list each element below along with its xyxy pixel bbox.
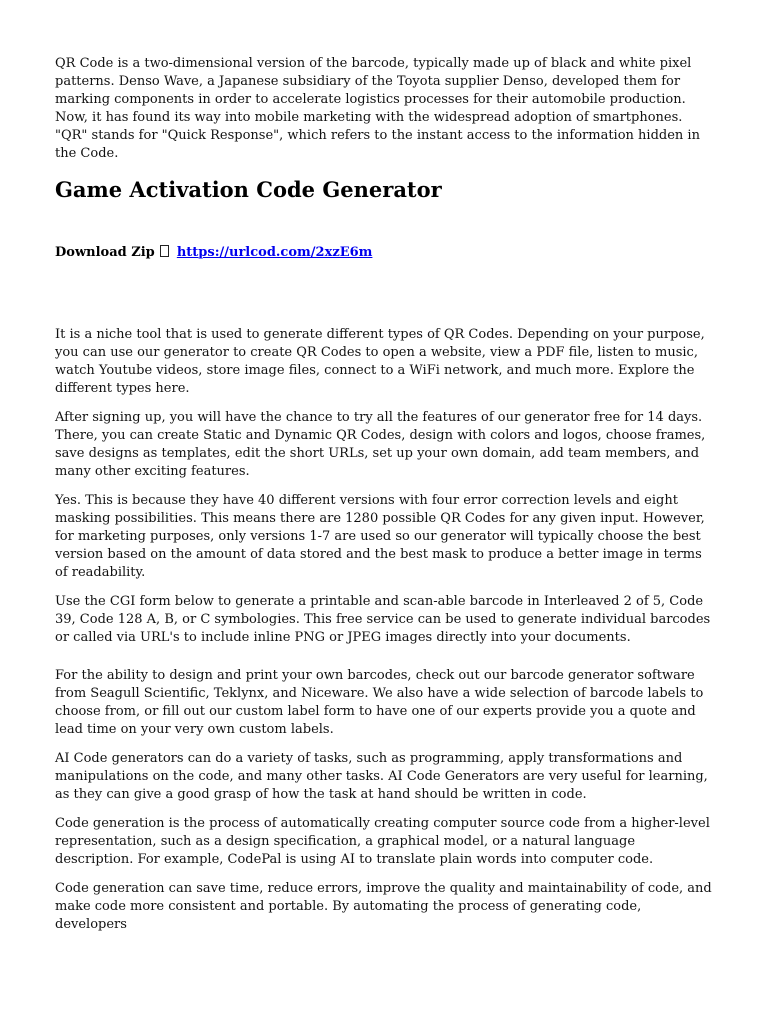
download-link[interactable]: https://urlcod.com/2xzE6m (176, 245, 373, 260)
page-title: Game Activation Code Generator (55, 177, 442, 202)
paragraph-code-generation: Code generation is the process of automatically creating computer source code from a higher-level representation, such as a design specification, a graphical model, or a natural language description. For example, CodePal is using AI to translate plain words into computer code. (55, 816, 710, 867)
download-line (55, 244, 715, 262)
document-body (55, 55, 715, 945)
paragraph-cgi-form: Use the CGI form below to generate a printable and scan-able barcode in Interleaved 2 of 5, Code 39, Code 128 A, B, or C symbologies. This free service can be used to generate individual barcodes or called via URL's to include inline PNG or JPEG images directly into your documents. (55, 594, 711, 645)
paragraph-qr-tool: It is a niche tool that is used to generate different types of QR Codes. Depending on your purpose, you can use our generator to create QR Codes to open a website, view a PDF file, listen to music, watch Youtube videos, store image files, connect to a WiFi network, and much more. Explore the different types here. (55, 327, 705, 396)
paragraph-versions: Yes. This is because they have 40 different versions with four error correction levels and eight masking possibilities. This means there are 1280 possible QR Codes for any given input. However, for marketing purposes, only versions 1-7 are used so our generator will typically choose the best version based on the amount of data stored and the best mask to produce a better image in terms of readability. (55, 493, 705, 580)
paragraph-code-benefits: Code generation can save time, reduce errors, improve the quality and maintainability of code, and make code more consistent and portable. By automating the process of generating code, developers (55, 881, 712, 932)
download-label: Download Zip (55, 245, 155, 260)
paragraph-signup: After signing up, you will have the chance to try all the features of our generator free for 14 days. There, you can create Static and Dynamic QR Codes, design with colors and logos, choose frames, save designs as templates, edit the short URLs, set up your own domain, add team members, and many other exciting features. (55, 410, 706, 479)
paragraph-barcode-software: For the ability to design and print your own barcodes, check out our barcode generator software from Seagull Scientific, Teklynx, and Niceware. We also have a wide selection of barcode labels to choose from, or fill out our custom label form to have one of our experts provide you a quote and lead time on your very own custom labels. (55, 668, 704, 737)
intro-paragraph: QR Code is a two-dimensional version of the barcode, typically made up of black and white pixel patterns. Denso Wave, a Japanese subsidiary of the Toyota supplier Denso, developed them for marking components in order to accelerate logistics processes for their automobile production. Now, it has found its way into mobile marketing with the widespread adoption of smartphones. "QR" stands for "Quick Response", which refers to the instant access to the information hidden in the Code. (55, 56, 700, 161)
paragraph-ai-generators: AI Code generators can do a variety of tasks, such as programming, apply transformations and manipulations on the code, and many other tasks. AI Code Generators are very useful for learning, as they can give a good grasp of how the task at hand should be written in code. (55, 751, 708, 802)
missing-glyph-icon (160, 245, 169, 257)
